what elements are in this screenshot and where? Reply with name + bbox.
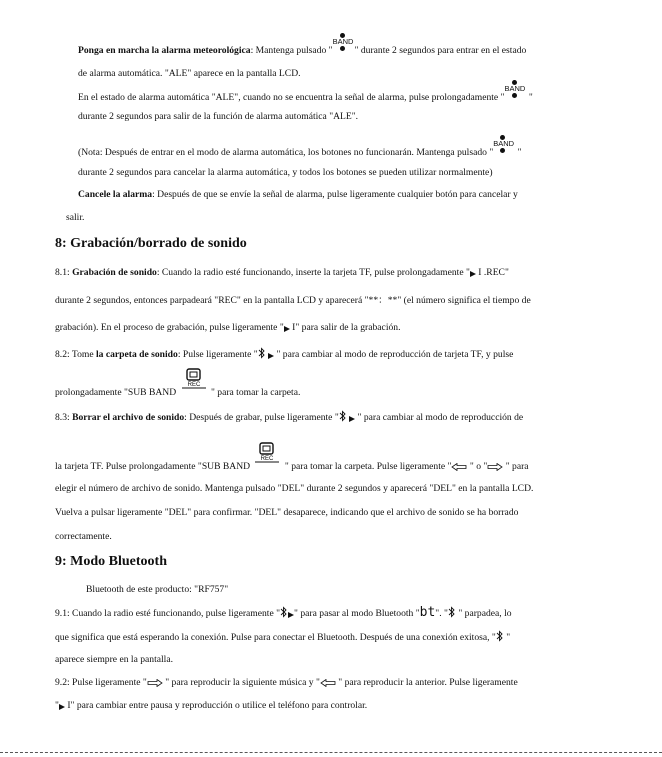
folder-line-1: 8.2: Tome la carpeta de sonido: Pulse ligeramente " " para cambiar al modo de reproducción de tarjeta TF, y pulse — [55, 349, 514, 360]
band-button-icon: BAND — [493, 143, 515, 156]
bluetooth-icon — [339, 410, 347, 422]
folder-line-2: prolongadamente "SUB BAND REC " para tomar la carpeta. — [55, 382, 300, 399]
recording-title: Grabación de sonido — [72, 267, 157, 278]
playback-line-2: " I" para cambiar entre pausa y reproducción o utilice el teléfono para controlar. — [55, 700, 368, 711]
folder-title: la carpeta de sonido — [96, 349, 178, 360]
previous-arrow-icon — [451, 463, 467, 471]
page-bottom-border — [0, 752, 662, 754]
delete-line-2: la tarjeta TF. Pulse prolongadamente "SUB BAND REC " para tomar la carpeta. Pulse ligeramente " " o " " para — [55, 456, 529, 473]
alarm-start-title: Ponga en marcha la alarma meteorológica — [78, 45, 251, 56]
cancel-alarm-title: Cancele la alarma — [78, 189, 153, 200]
cancel-alarm-line: Cancele la alarma: Después de que se envíe la señal de alarma, pulse ligeramente cualquier botón para cancelar y — [78, 189, 518, 200]
delete-title: Borrar el archivo de sonido — [72, 412, 185, 423]
band-button-icon: BAND — [333, 41, 355, 54]
bluetooth-line-1: 9.1: Cuando la radio esté funcionando, pulse ligeramente " " para pasar al modo Bluetooth "bt". " " parpadea, lo — [55, 605, 512, 620]
bluetooth-name-line: Bluetooth de este producto: "RF757" — [86, 584, 229, 595]
section-8-heading: 8: Grabación/borrado de sonido — [55, 236, 247, 251]
delete-line-4: Vuelva a pulsar ligeramente "DEL" para confirmar. "DEL" desaparece, indicando que el archivo de sonido se ha borrado — [55, 507, 519, 518]
delete-line-1: 8.3: Borrar el archivo de sonido: Después de grabar, pulse ligeramente " " para cambiar al modo de reproducción de — [55, 412, 524, 423]
bluetooth-icon — [496, 630, 504, 642]
bluetooth-line-2: que significa que está esperando la conexión. Pulse para conectar el Bluetooth. Después de una conexión exitosa, " " — [55, 632, 511, 643]
alarm-note-line-1: (Nota: Después de entrar en el modo de alarma automática, los botones no funcionarán. Mantenga pulsado " BAND " — [78, 143, 522, 159]
rec-folder-icon — [252, 442, 282, 464]
bluetooth-icon — [258, 347, 266, 359]
alarm-line-3: En el estado de alarma automática "ALE", cuando no se encuentra la señal de alarma, pulse prolongadamente " BAND " — [78, 88, 533, 104]
svg-text:REC: REC — [187, 382, 200, 388]
cancel-alarm-line-2: salir. — [66, 212, 85, 223]
rec-folder-icon — [179, 368, 209, 390]
alarm-line-1: Ponga en marcha la alarma meteorológica: Mantenga pulsado " BAND " durante 2 segundos para entrar en el estado — [78, 41, 526, 57]
recording-line-1: 8.1: Grabación de sonido: Cuando la radio esté funcionando, inserte la tarjeta TF, pulse prolongadamente " I .REC" — [55, 267, 509, 278]
recording-line-2: durante 2 segundos, entonces parpadeará "REC" en la pantalla LCD y aparecerá "**：**" (el número significa el tiempo de — [55, 295, 531, 306]
section-9-heading: 9: Modo Bluetooth — [55, 554, 167, 569]
next-arrow-icon — [147, 679, 163, 687]
bt-display-text: bt — [419, 605, 436, 620]
bluetooth-line-3: aparece siempre en la pantalla. — [55, 654, 173, 665]
alarm-line-2: de alarma automática. "ALE" aparece en la pantalla LCD. — [78, 68, 301, 79]
bluetooth-icon — [448, 606, 456, 618]
recording-line-3: grabación). En el proceso de grabación, pulse ligeramente " I" para salir de la grabación. — [55, 322, 401, 333]
next-arrow-icon — [487, 463, 503, 471]
svg-text:REC: REC — [261, 456, 274, 462]
delete-line-5: correctamente. — [55, 531, 112, 542]
bluetooth-icon — [280, 606, 288, 618]
alarm-line-4: durante 2 segundos para salir de la función de alarma automática "ALE". — [78, 111, 359, 122]
previous-arrow-icon — [320, 679, 336, 687]
alarm-note-line-2: durante 2 segundos para cancelar la alarma automática, y todos los botones se pueden utilizar normalmente) — [78, 167, 493, 178]
playback-line-1: 9.2: Pulse ligeramente " " para reproducir la siguiente música y " " para reproducir la anterior. Pulse ligeramente — [55, 677, 518, 688]
delete-line-3: elegir el número de archivo de sonido. Mantenga pulsado "DEL" durante 2 segundos y aparecerá "DEL" en la pantalla LCD. — [55, 483, 534, 494]
band-button-icon: BAND — [505, 88, 527, 101]
